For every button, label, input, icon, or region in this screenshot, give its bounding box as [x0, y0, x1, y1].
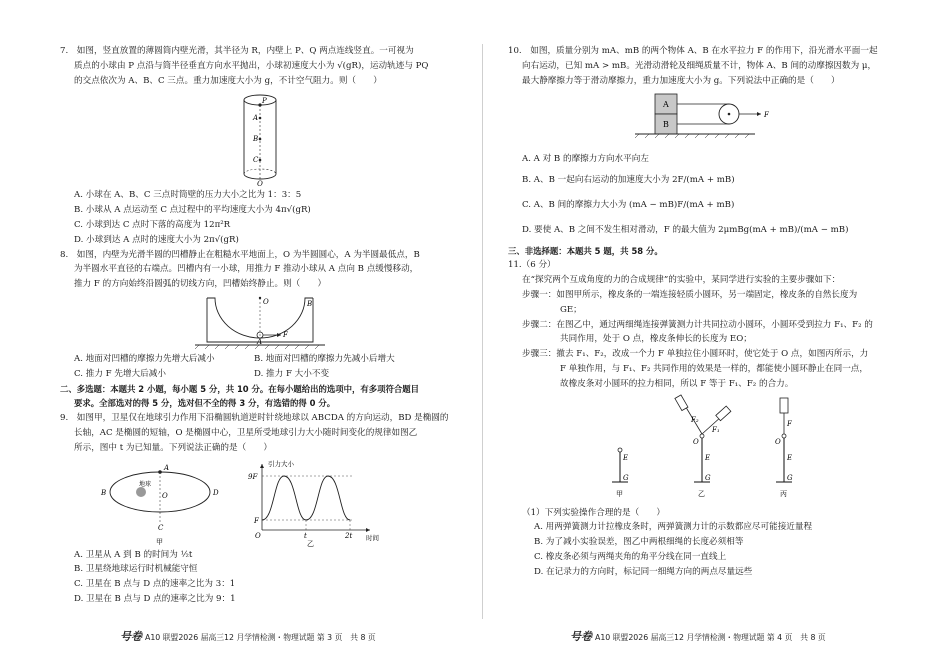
q10-stem-line2: 向右运动，已知 mA > mB。光滑动滑轮及细绳质量不计，物体 A、B 间的动摩擦因数为 μ，	[522, 60, 877, 71]
q8-label-o: O	[263, 297, 269, 306]
q11-bing-label-o: O	[775, 437, 781, 446]
q11-yi-label-g: G	[705, 473, 711, 482]
q11-step1-line1: 步骤一：如图甲所示，橡皮条的一端连接轻质小圆环，另一端固定，橡皮条的自然长度为	[522, 289, 858, 300]
q8-option-b: B. 地面对凹槽的摩擦力先减小后增大	[254, 353, 395, 364]
q7-stem-line1: 7. 如图，竖直放置的薄圆筒内壁光滑，其半径为 R，内壁上 P、Q 两点连线竖直。一可视为	[60, 46, 414, 56]
q8-stem-line3: 推力 F 的方向始终沿圆弧的切线方向，凹槽始终静止。则（ ）	[74, 279, 327, 290]
q11-option-b: B. 为了减小实验误差，图乙中两根细绳的长度必须相等	[534, 537, 744, 548]
question-9	[60, 411, 460, 607]
q8-groove-figure	[195, 294, 325, 350]
section-2-heading: 二、多选题：本题共 2 小题，每小题 5 分，共 10 分。在每小题给出的选项中，有多项符合题目	[60, 383, 420, 394]
left-footer-text: A10 联盟2026 届高三12 月学情检测・物理试题 第 3 页 共 8 页	[145, 633, 376, 642]
q9-figures	[60, 456, 460, 548]
q11-figure-yi-caption: 乙	[698, 489, 705, 498]
q9-stem-line2: 长轴，AC 是椭圆的短轴，O 是椭圆中心，卫星所受地球引力大小随时间变化的规律如图乙	[74, 427, 418, 438]
q7-cylinder-figure	[220, 90, 300, 186]
q7-option-d: D. 小球到达 A 点时的速度大小为 2π√(gR)	[74, 234, 239, 245]
q10-block-b: B	[663, 120, 669, 130]
q8-label-f: F	[283, 330, 288, 339]
q10-option-b: B. A、B 一起向右运动的加速度大小为 2F/(mA + mB)	[522, 175, 735, 186]
q9-option-a: A. 卫星从 A 到 B 的时间为 ½t	[74, 549, 193, 560]
logo-right: 号卷	[570, 630, 592, 643]
q8-stem-line1: 8. 如图，内壁为光滑半圆的凹槽静止在粗糙水平地面上，O 为半圆圆心，A 为半圆最低点，B	[60, 249, 420, 260]
q11-figure-jia-caption: 甲	[616, 489, 623, 498]
q9-figure-yi-caption: 乙	[307, 539, 314, 548]
q10-option-a: A. A 对 B 的摩擦力方向水平向左	[522, 154, 649, 165]
q9-graph-9f: 9F	[248, 472, 258, 481]
q7-option-b: B. 小球从 A 点运动至 C 点过程中的平均速度大小为 4π√(gR)	[74, 205, 311, 216]
question-11	[508, 258, 902, 579]
q7-option-c: C. 小球到达 C 点时下落的高度为 12π²R	[74, 219, 231, 230]
q8-option-d: D. 推力 F 大小不变	[254, 368, 330, 379]
right-footer-text: A10 联盟2026 届高三12 月学情检测・物理试题 第 4 页 共 8 页	[595, 633, 826, 642]
q9-label-a: A	[164, 463, 170, 472]
q11-option-c: C. 橡皮条必须与两绳夹角的角平分线在同一直线上	[534, 551, 727, 562]
q11-bing-label-g: G	[787, 473, 793, 482]
q7-label-b: B	[253, 135, 259, 144]
q9-graph-t: t	[304, 531, 307, 540]
question-8	[60, 248, 460, 382]
q11-option-a: A. 用两弹簧测力计拉橡皮条时，两弹簧测力计的示数都应尽可能接近量程	[534, 522, 813, 533]
q9-graph-f: F	[254, 516, 259, 525]
q9-graph-2t: 2t	[345, 531, 353, 540]
q11-yi-label-f1: F₁	[712, 425, 720, 434]
q10-option-c: C. A、B 间的摩擦力大小为 (mA − mB)F/(mA + mB)	[522, 199, 735, 210]
q9-label-c: C	[158, 523, 164, 532]
q9-figure-jia-caption: 甲	[156, 537, 163, 546]
q9-label-b: B	[101, 488, 107, 497]
section-2-heading-line2: 要求。全部选对的得 5 分，选对但不全的得 3 分，有选错的得 0 分。	[74, 398, 336, 409]
q10-stem-line1: 10. 如图，质量分别为 mA、mB 的两个物体 A、B 在水平拉力 F 的作用下，沿光滑水平面一起	[508, 46, 878, 56]
q8-option-a: A. 地面对凹槽的摩擦力先增大后减小	[74, 353, 215, 364]
left-column	[60, 44, 460, 607]
q11-step2-line1: 步骤二：在图乙中，通过两细绳连接弹簧测力计共同拉动小圆环，小圆环受到拉力 F₁、F₂ 的	[522, 319, 873, 330]
q11-heading: 11.（6 分）	[508, 260, 556, 271]
q7-label-p: P	[262, 97, 267, 106]
q10-stem-line3: 最大静摩擦力等于滑动摩擦力，重力加速度大小为 g。下列说法中正确的是（ ）	[522, 75, 840, 86]
q11-yi-label-e: E	[705, 453, 711, 462]
q11-jia-label-g: G	[623, 473, 629, 482]
column-divider	[482, 44, 483, 619]
q7-option-a: A. 小球在 A、B、C 三点时筒壁的压力大小之比为 1：3：5	[74, 190, 302, 201]
logo: 号卷	[120, 630, 142, 643]
q11-step2-line2: 共同作用，处于 O 点，橡皮条伸长的长度为 EO；	[560, 334, 752, 345]
q11-figure-bing-caption: 丙	[780, 489, 787, 498]
q11-subquestion-1: （1）下列实验操作合理的是（ ）	[522, 507, 665, 518]
q9-label-o: O	[162, 491, 168, 500]
q8-options-row1	[60, 352, 460, 367]
q7-stem-line3: 的交点依次为 A、B、C 三点。重力加速度大小为 g，不计空气阻力。则（ ）	[74, 75, 382, 86]
q10-label-f: F	[764, 111, 769, 120]
q9-option-d: D. 卫星在 B 点与 D 点的速率之比为 9：1	[74, 593, 236, 604]
q7-label-q: Q	[257, 180, 263, 187]
left-page-footer	[120, 628, 376, 644]
q11-bing-label-f: F	[787, 419, 792, 428]
q11-yi-label-o: O	[693, 437, 699, 446]
q9-stem-line3: 所示，图中 t 为已知量。下列说法正确的是（ ）	[74, 442, 272, 453]
q9-graph-x-label: 时间	[366, 533, 379, 542]
q8-options-row2	[60, 367, 460, 382]
q8-stem-line2: 为半圆水平直径的右端点。凹槽内有一小球，用推力 F 推动小球从 A 点向 B 点缓慢移动，	[74, 264, 419, 275]
q11-jia-label-e: E	[623, 453, 629, 462]
q7-label-c: C	[253, 156, 259, 165]
q9-label-d: D	[213, 488, 219, 497]
q11-step3-line1: 步骤三：撤去 F₁、F₂，改成一个力 F 单独拉住小圆环时，使它处于 O 点，如图丙所示，力	[522, 349, 869, 360]
q11-step3-line2: F 单独作用，与 F₁、F₂ 共同作用的效果是一样的，都能使小圆环静止在同一点，	[560, 363, 868, 374]
q11-step1-line2: GE；	[560, 304, 582, 315]
q11-option-d: D. 在记录力的方向时，标记同一细绳方向的两点尽量远些	[534, 566, 753, 577]
q11-step3-line3: 故橡皮条对小圆环的拉力相同，所以 F 等于 F₁、F₂ 的合力。	[560, 378, 794, 389]
q11-experiment-figures	[580, 394, 830, 504]
q9-graph-y-label: 引力大小	[268, 459, 294, 468]
q8-label-a: A	[257, 337, 263, 346]
q9-stem-line1: 9. 如图甲，卫星仅在地球引力作用下沿椭圆轨道逆时针绕地球以 ABCDA 的方向运动，BD 是椭圆的	[60, 413, 449, 424]
q10-pulley-figure	[625, 90, 785, 150]
q11-intro: 在“探究两个互成角度的力的合成规律”的实验中，某同学进行实验的主要步骤如下：	[522, 275, 841, 286]
q10-option-d: D. 要使 A、B 之间不发生相对滑动，F 的最大值为 2μmBg(mA + mB)/(mA − mB)	[522, 224, 849, 235]
q9-graph-origin: O	[255, 531, 261, 540]
q8-option-c: C. 推力 F 先增大后减小	[74, 368, 166, 379]
q9-option-c: C. 卫星在 B 点与 D 点的速率之比为 3：1	[74, 579, 236, 590]
right-page-footer	[570, 628, 826, 644]
question-7	[60, 44, 460, 248]
q7-label-a: A	[253, 114, 259, 123]
question-10	[508, 44, 902, 238]
q9-option-b: B. 卫星绕地球运行时机械能守恒	[74, 564, 198, 575]
section-3-heading: 三、非选择题：本题共 5 题，共 58 分。	[508, 245, 663, 256]
q11-bing-label-e: E	[787, 453, 793, 462]
q10-block-a: A	[663, 100, 669, 110]
q8-label-b: B	[307, 299, 313, 308]
q7-stem-line2: 质点的小球由 P 点沿与筒半径垂直方向水平抛出，小球初速度大小为 √(gR)，运动轨迹与 PQ	[74, 60, 429, 71]
right-column	[508, 44, 902, 580]
q9-label-earth: 地球	[139, 480, 152, 488]
q11-yi-label-f2: F₂	[691, 415, 699, 424]
